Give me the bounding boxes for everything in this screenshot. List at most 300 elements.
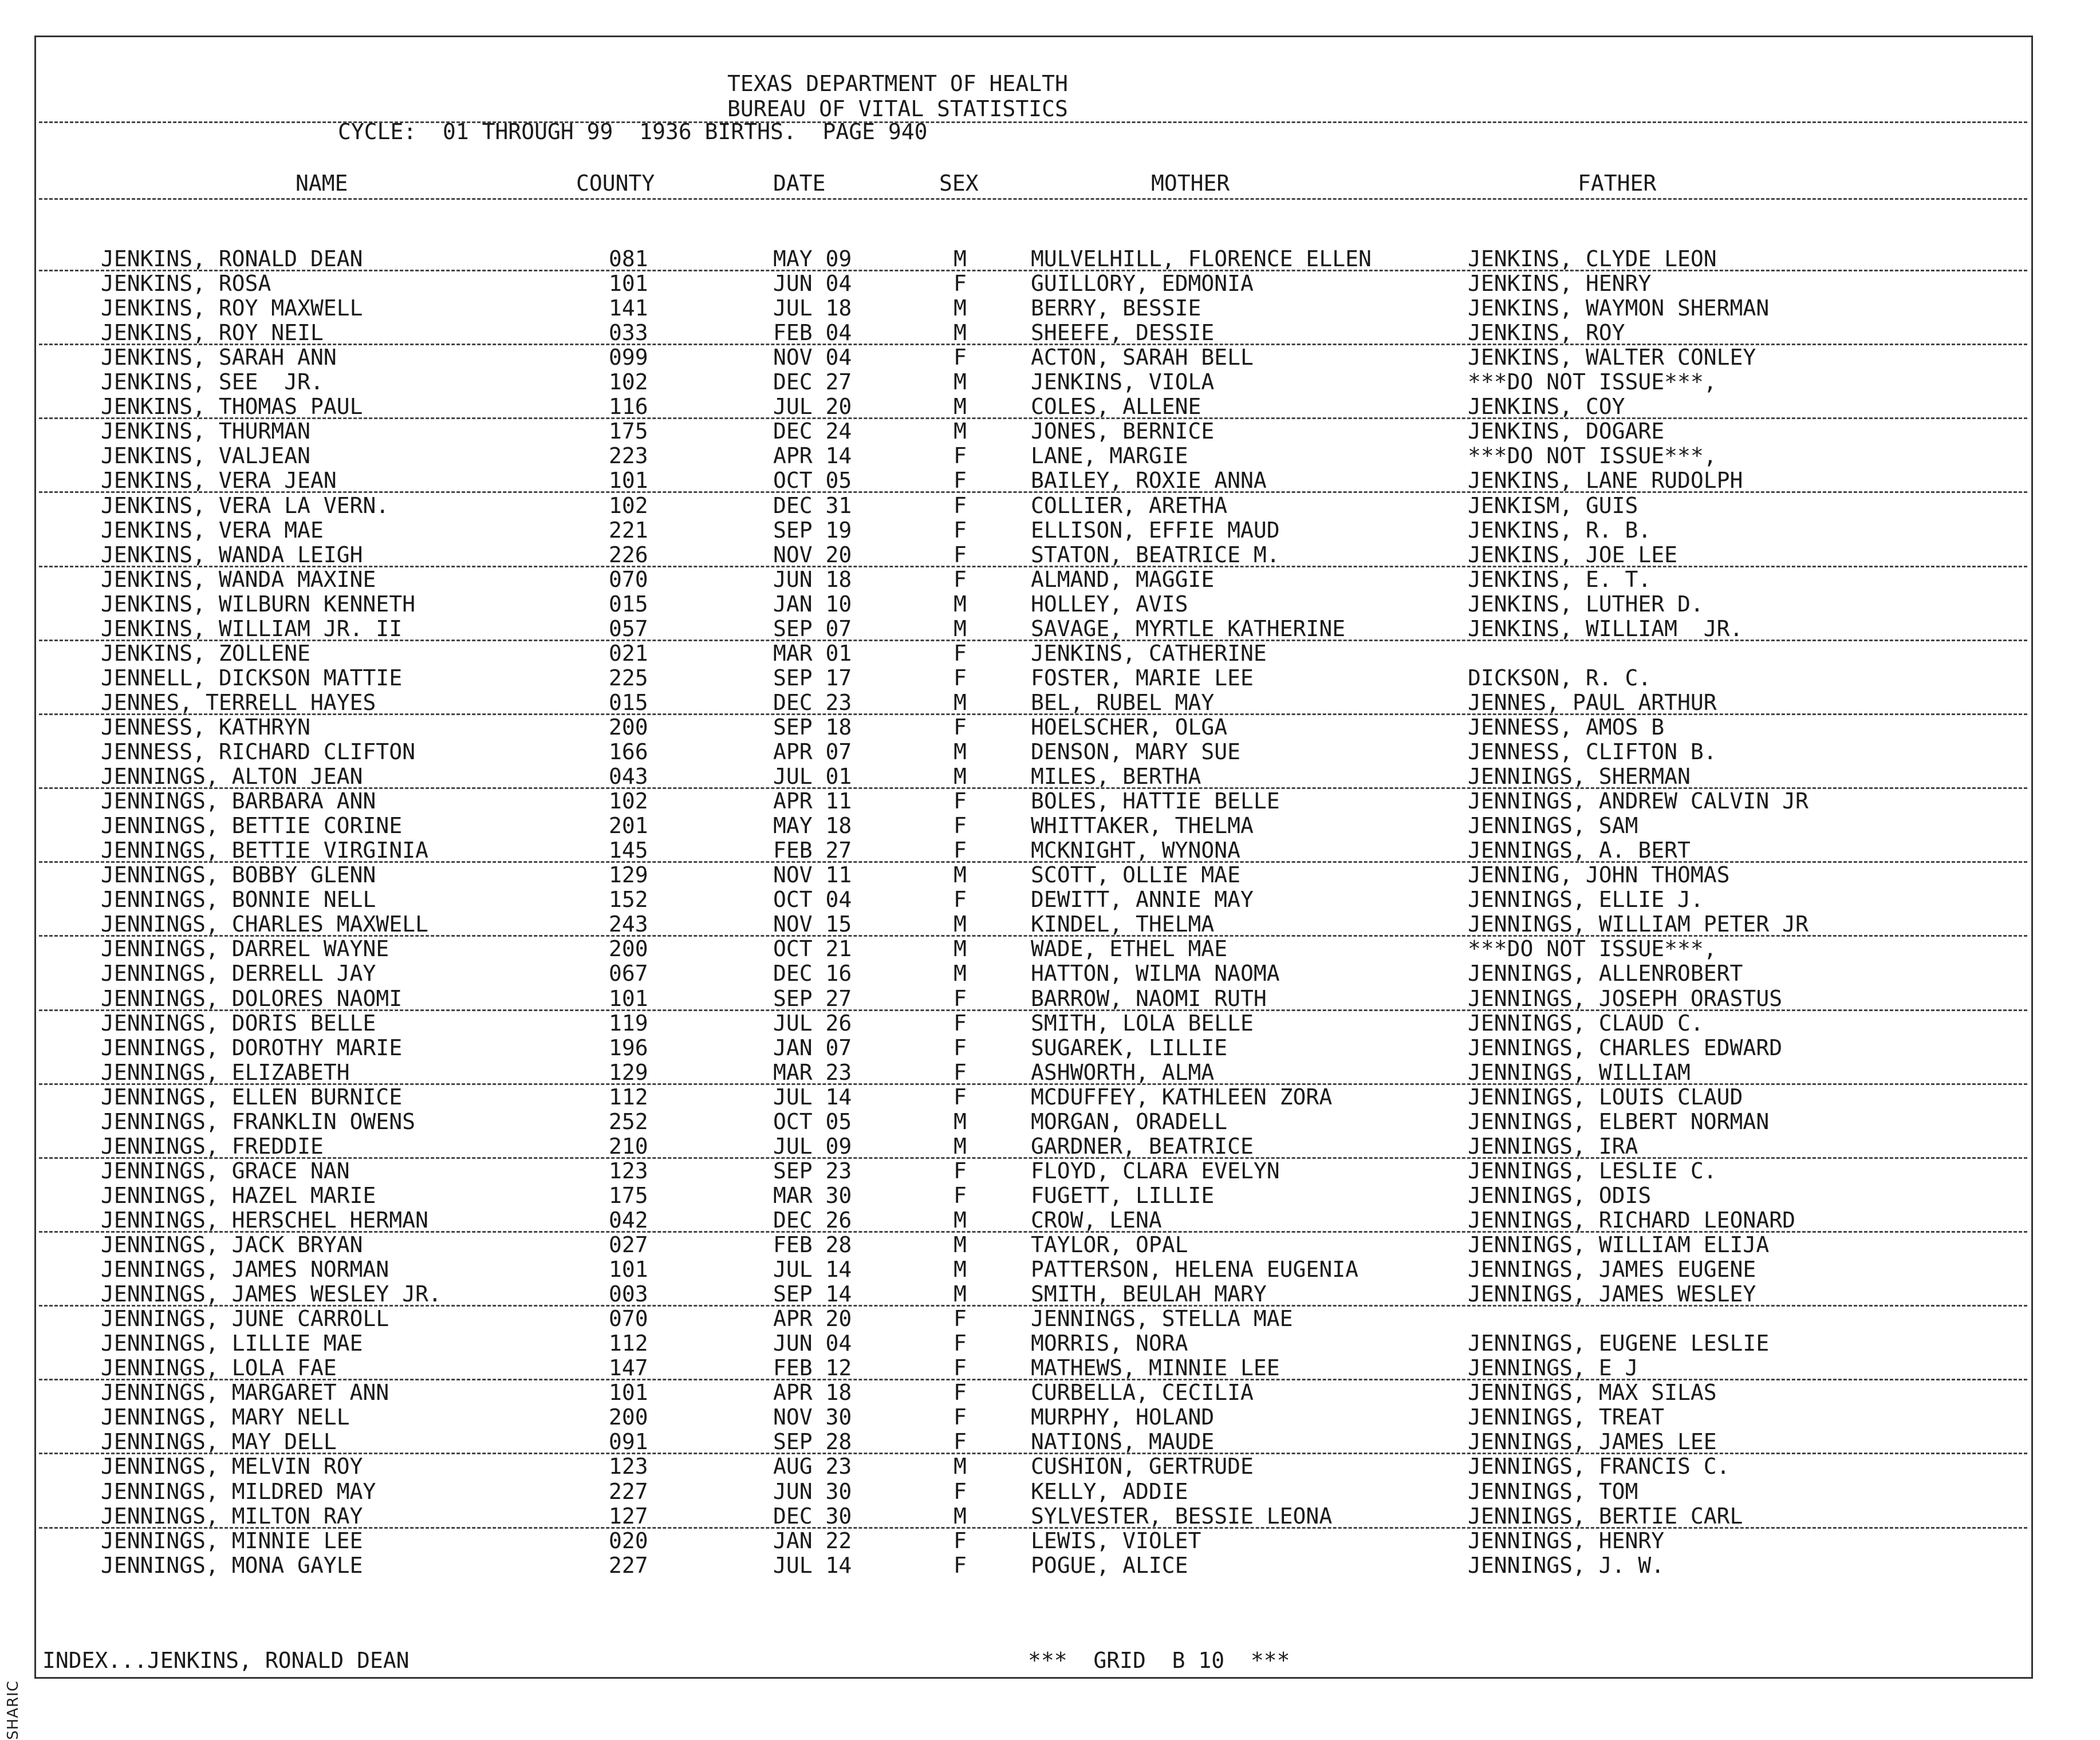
cell-name: JENNINGS, JAMES NORMAN	[101, 1257, 389, 1283]
cell-county: 129	[609, 862, 648, 888]
cell-date: NOV 20	[773, 542, 852, 567]
cell-county: 015	[609, 689, 648, 715]
table-row	[0, 1454, 2100, 1479]
cell-mother: MULVELHILL, FLORENCE ELLEN	[1031, 246, 1372, 271]
cell-father: JENNINGS, ELLIE J.	[1468, 887, 1704, 913]
cell-mother: PATTERSON, HELENA EUGENIA	[1031, 1257, 1358, 1283]
column-header-mother: MOTHER	[1151, 171, 1230, 196]
cell-sex: F	[954, 1552, 967, 1578]
cell-mother: MCDUFFEY, KATHLEEN ZORA	[1031, 1084, 1333, 1110]
cell-sex: M	[954, 615, 967, 641]
cell-date: NOV 15	[773, 912, 852, 937]
table-row	[0, 641, 2100, 666]
cell-county: 070	[609, 1306, 648, 1332]
cell-name: JENNINGS, ELIZABETH	[101, 1059, 350, 1085]
cell-sex: F	[954, 788, 967, 814]
cell-date: JAN 22	[773, 1528, 852, 1553]
table-row	[0, 838, 2100, 863]
table-row	[0, 814, 2100, 838]
cell-sex: F	[954, 517, 967, 543]
cell-county: 101	[609, 468, 648, 494]
cell-mother: BOLES, HATTIE BELLE	[1031, 788, 1280, 814]
cell-county: 210	[609, 1133, 648, 1159]
cell-sex: F	[954, 1331, 967, 1356]
cell-sex: F	[954, 1158, 967, 1183]
cell-name: JENNINGS, MARY NELL	[101, 1404, 350, 1430]
cell-sex: F	[954, 492, 967, 518]
cell-name: JENNES, TERRELL HAYES	[101, 689, 376, 715]
cell-sex: M	[954, 689, 967, 715]
cell-father: JENKINS, WALTER CONLEY	[1468, 345, 1756, 370]
cell-date: SEP 27	[773, 985, 852, 1011]
cell-name: JENNINGS, CHARLES MAXWELL	[101, 912, 428, 937]
cell-mother: FUGETT, LILLIE	[1031, 1182, 1215, 1208]
table-row	[0, 863, 2100, 887]
cell-name: JENNINGS, GRACE NAN	[101, 1158, 350, 1183]
cell-county: 196	[609, 1035, 648, 1060]
cell-date: SEP 18	[773, 714, 852, 740]
cell-mother: SMITH, BEULAH MARY	[1031, 1281, 1267, 1307]
cell-name: JENNINGS, ALTON JEAN	[101, 764, 363, 790]
cell-county: 175	[609, 1182, 648, 1208]
cell-date: MAR 30	[773, 1182, 852, 1208]
cell-mother: JONES, BERNICE	[1031, 419, 1215, 444]
cell-father: JENKINS, WILLIAM JR.	[1468, 615, 1743, 641]
cell-county: 081	[609, 246, 648, 271]
cell-county: 003	[609, 1281, 648, 1307]
table-row	[0, 370, 2100, 394]
cell-mother: FOSTER, MARIE LEE	[1031, 665, 1254, 691]
cell-date: OCT 05	[773, 1108, 852, 1134]
cell-county: 101	[609, 271, 648, 297]
cell-date: SEP 14	[773, 1281, 852, 1307]
cell-date: AUG 23	[773, 1454, 852, 1479]
cell-sex: F	[954, 838, 967, 863]
cell-father: JENNINGS, HENRY	[1468, 1528, 1665, 1553]
cell-father: JENNINGS, A. BERT	[1468, 838, 1691, 863]
cell-county: 020	[609, 1528, 648, 1553]
column-header-divider	[39, 198, 2027, 200]
table-row	[0, 740, 2100, 764]
cell-sex: F	[954, 1182, 967, 1208]
table-row	[0, 617, 2100, 641]
cell-sex: F	[954, 1084, 967, 1110]
cell-county: 226	[609, 542, 648, 567]
footer-index: INDEX...JENKINS, RONALD DEAN	[42, 1648, 409, 1673]
cell-name: JENNINGS, MELVIN ROY	[101, 1454, 363, 1479]
cell-mother: WHITTAKER, THELMA	[1031, 813, 1254, 839]
cell-mother: BARROW, NAOMI RUTH	[1031, 985, 1267, 1011]
cell-name: JENKINS, WANDA MAXINE	[101, 566, 376, 592]
cell-mother: SAVAGE, MYRTLE KATHERINE	[1031, 615, 1346, 641]
cell-name: JENNINGS, LOLA FAE	[101, 1355, 337, 1381]
cell-county: 129	[609, 1059, 648, 1085]
table-row	[0, 1380, 2100, 1405]
cell-date: OCT 05	[773, 468, 852, 494]
cell-father: JENNINGS, E J	[1468, 1355, 1638, 1381]
cell-father: JENNINGS, ALLENROBERT	[1468, 961, 1743, 987]
cell-date: SEP 17	[773, 665, 852, 691]
cell-county: 042	[609, 1207, 648, 1233]
cell-date: FEB 04	[773, 320, 852, 346]
table-row	[0, 1356, 2100, 1380]
cell-sex: M	[954, 1232, 967, 1257]
cell-father: JENNINGS, WILLIAM PETER JR	[1468, 912, 1809, 937]
cell-sex: M	[954, 1108, 967, 1134]
cell-father: JENNINGS, SHERMAN	[1468, 764, 1691, 790]
cell-county: 101	[609, 1380, 648, 1406]
cell-father: JENNESS, AMOS B	[1468, 714, 1665, 740]
cell-sex: M	[954, 1503, 967, 1529]
cell-county: 166	[609, 739, 648, 764]
cell-father: JENNINGS, WILLIAM	[1468, 1059, 1691, 1085]
cell-sex: M	[954, 764, 967, 790]
cell-mother: BAILEY, ROXIE ANNA	[1031, 468, 1267, 494]
cell-date: JUN 18	[773, 566, 852, 592]
cell-name: JENNINGS, JUNE CARROLL	[101, 1306, 389, 1332]
cell-mother: DEWITT, ANNIE MAY	[1031, 887, 1254, 913]
cell-name: JENNINGS, BONNIE NELL	[101, 887, 376, 913]
cell-sex: F	[954, 345, 967, 370]
cell-father: JENNINGS, WILLIAM ELIJA	[1468, 1232, 1770, 1257]
cell-name: JENNINGS, MINNIE LEE	[101, 1528, 363, 1553]
table-row	[0, 887, 2100, 912]
cell-date: DEC 31	[773, 492, 852, 518]
cell-county: 123	[609, 1158, 648, 1183]
table-row	[0, 494, 2100, 518]
cell-mother: STATON, BEATRICE M.	[1031, 542, 1280, 567]
cell-sex: F	[954, 1404, 967, 1430]
table-row	[0, 1183, 2100, 1208]
cell-date: FEB 12	[773, 1355, 852, 1381]
cell-county: 112	[609, 1084, 648, 1110]
cell-sex: M	[954, 419, 967, 444]
cell-mother: HATTON, WILMA NAOMA	[1031, 961, 1280, 987]
table-row	[0, 543, 2100, 567]
cell-sex: M	[954, 862, 967, 888]
cell-county: 119	[609, 1010, 648, 1036]
table-row	[0, 1529, 2100, 1553]
table-row	[0, 321, 2100, 345]
cell-mother: NATIONS, MAUDE	[1031, 1429, 1215, 1455]
cell-father: JENNINGS, SAM	[1468, 813, 1638, 839]
cell-father: JENKISM, GUIS	[1468, 492, 1638, 518]
cell-name: JENKINS, ROY NEIL	[101, 320, 324, 346]
cell-date: JUN 30	[773, 1478, 852, 1504]
cell-father: JENKINS, CLYDE LEON	[1468, 246, 1717, 271]
cell-mother: TAYLOR, OPAL	[1031, 1232, 1188, 1257]
cell-father: JENNINGS, JAMES EUGENE	[1468, 1257, 1756, 1283]
cell-county: 070	[609, 566, 648, 592]
column-header-county: COUNTY	[576, 171, 655, 196]
cell-sex: F	[954, 1429, 967, 1455]
cell-sex: F	[954, 985, 967, 1011]
cell-date: JUL 14	[773, 1084, 852, 1110]
cell-father: JENNINGS, ODIS	[1468, 1182, 1652, 1208]
cell-sex: M	[954, 1133, 967, 1159]
cell-mother: KELLY, ADDIE	[1031, 1478, 1188, 1504]
table-row	[0, 419, 2100, 444]
cell-sex: F	[954, 542, 967, 567]
table-row	[0, 912, 2100, 937]
table-row	[0, 1405, 2100, 1430]
cell-county: 201	[609, 813, 648, 839]
table-row	[0, 764, 2100, 789]
table-row	[0, 961, 2100, 986]
cell-date: JUL 14	[773, 1257, 852, 1283]
table-row	[0, 1085, 2100, 1110]
table-row	[0, 1282, 2100, 1307]
cell-name: JENKINS, WILLIAM JR. II	[101, 615, 403, 641]
cell-father: JENKINS, WAYMON SHERMAN	[1468, 295, 1770, 321]
cell-father: JENKINS, HENRY	[1468, 271, 1652, 297]
cell-mother: BEL, RUBEL MAY	[1031, 689, 1215, 715]
cell-mother: ALMAND, MAGGIE	[1031, 566, 1215, 592]
cell-mother: SUGAREK, LILLIE	[1031, 1035, 1228, 1060]
cell-date: FEB 28	[773, 1232, 852, 1257]
cell-name: JENNESS, RICHARD CLIFTON	[101, 739, 416, 764]
table-row	[0, 1060, 2100, 1085]
cell-father: JENKINS, JOE LEE	[1468, 542, 1678, 567]
cell-name: JENNINGS, MILTON RAY	[101, 1503, 363, 1529]
header-line2: BUREAU OF VITAL STATISTICS	[727, 96, 1068, 121]
cell-mother: LEWIS, VIOLET	[1031, 1528, 1201, 1553]
cell-mother: GUILLORY, EDMONIA	[1031, 271, 1254, 297]
cell-date: JUN 04	[773, 1331, 852, 1356]
cell-date: JUL 09	[773, 1133, 852, 1159]
cell-date: APR 11	[773, 788, 852, 814]
cell-mother: MCKNIGHT, WYNONA	[1031, 838, 1241, 863]
cell-sex: M	[954, 295, 967, 321]
cell-father: DICKSON, R. C.	[1468, 665, 1652, 691]
cell-name: JENKINS, THOMAS PAUL	[101, 394, 363, 420]
cell-sex: F	[954, 1035, 967, 1060]
table-row	[0, 1011, 2100, 1036]
cell-county: 147	[609, 1355, 648, 1381]
cell-father: ***DO NOT ISSUE***,	[1468, 369, 1717, 395]
cell-date: DEC 26	[773, 1207, 852, 1233]
cell-county: 033	[609, 320, 648, 346]
cell-name: JENKINS, VERA LA VERN.	[101, 492, 389, 518]
cell-date: NOV 30	[773, 1404, 852, 1430]
table-row	[0, 394, 2100, 419]
cell-mother: ELLISON, EFFIE MAUD	[1031, 517, 1280, 543]
cell-county: 102	[609, 492, 648, 518]
cell-county: 112	[609, 1331, 648, 1356]
cell-father: JENKINS, LANE RUDOLPH	[1468, 468, 1743, 494]
cell-mother: MORGAN, ORADELL	[1031, 1108, 1228, 1134]
table-row	[0, 1134, 2100, 1159]
column-header-sex: SEX	[939, 171, 979, 196]
cell-county: 043	[609, 764, 648, 790]
cell-county: 027	[609, 1232, 648, 1257]
cell-name: JENKINS, SARAH ANN	[101, 345, 337, 370]
cell-mother: SMITH, LOLA BELLE	[1031, 1010, 1254, 1036]
cell-sex: M	[954, 1454, 967, 1479]
cell-sex: M	[954, 961, 967, 987]
cell-sex: F	[954, 1478, 967, 1504]
cell-mother: MATHEWS, MINNIE LEE	[1031, 1355, 1280, 1381]
cell-county: 227	[609, 1478, 648, 1504]
cell-mother: MORRIS, NORA	[1031, 1331, 1188, 1356]
cell-sex: F	[954, 665, 967, 691]
cell-county: 225	[609, 665, 648, 691]
header-line1: TEXAS DEPARTMENT OF HEALTH	[727, 71, 1068, 96]
cell-name: JENNINGS, HAZEL MARIE	[101, 1182, 376, 1208]
cell-date: JUL 18	[773, 295, 852, 321]
cell-county: 102	[609, 369, 648, 395]
cell-county: 127	[609, 1503, 648, 1529]
cell-name: JENNINGS, FRANKLIN OWENS	[101, 1108, 416, 1134]
cell-father: JENNING, JOHN THOMAS	[1468, 862, 1730, 888]
cell-father: JENNES, PAUL ARTHUR	[1468, 689, 1717, 715]
cell-county: 175	[609, 419, 648, 444]
cell-name: JENKINS, ROY MAXWELL	[101, 295, 363, 321]
cell-date: OCT 04	[773, 887, 852, 913]
cell-mother: JENKINS, CATHERINE	[1031, 640, 1267, 666]
cell-father: JENNINGS, RICHARD LEONARD	[1468, 1207, 1795, 1233]
cell-mother: POGUE, ALICE	[1031, 1552, 1188, 1578]
cell-date: JUL 14	[773, 1552, 852, 1578]
cell-sex: F	[954, 640, 967, 666]
cell-father: JENNINGS, FRANCIS C.	[1468, 1454, 1730, 1479]
table-row	[0, 789, 2100, 814]
cell-county: 101	[609, 985, 648, 1011]
cell-sex: M	[954, 1207, 967, 1233]
cell-father: JENNINGS, JAMES WESLEY	[1468, 1281, 1756, 1307]
cell-county: 021	[609, 640, 648, 666]
table-row	[0, 1036, 2100, 1060]
cell-mother: SCOTT, OLLIE MAE	[1031, 862, 1241, 888]
cell-sex: M	[954, 739, 967, 764]
cell-county: 221	[609, 517, 648, 543]
cell-date: JAN 07	[773, 1035, 852, 1060]
cell-name: JENNINGS, ELLEN BURNICE	[101, 1084, 403, 1110]
cell-father: JENNINGS, EUGENE LESLIE	[1468, 1331, 1770, 1356]
cell-father: JENNINGS, IRA	[1468, 1133, 1638, 1159]
cell-mother: GARDNER, BEATRICE	[1031, 1133, 1254, 1159]
cell-name: JENKINS, RONALD DEAN	[101, 246, 363, 271]
cell-county: 091	[609, 1429, 648, 1455]
cell-mother: WADE, ETHEL MAE	[1031, 936, 1228, 962]
cell-name: JENKINS, VALJEAN	[101, 443, 311, 469]
cell-sex: M	[954, 591, 967, 617]
cell-county: 116	[609, 394, 648, 420]
cell-name: JENNELL, DICKSON MATTIE	[101, 665, 403, 691]
cell-date: MAY 09	[773, 246, 852, 271]
cell-date: APR 07	[773, 739, 852, 764]
cell-name: JENNINGS, BETTIE VIRGINIA	[101, 838, 428, 863]
table-row	[0, 296, 2100, 321]
cell-county: 141	[609, 295, 648, 321]
cell-sex: M	[954, 912, 967, 937]
cell-sex: M	[954, 1281, 967, 1307]
cell-county: 145	[609, 838, 648, 863]
cell-sex: M	[954, 1257, 967, 1283]
cell-date: DEC 24	[773, 419, 852, 444]
cell-sex: F	[954, 1355, 967, 1381]
cell-county: 152	[609, 887, 648, 913]
cell-date: JUL 26	[773, 1010, 852, 1036]
cell-date: NOV 04	[773, 345, 852, 370]
table-row	[0, 468, 2100, 493]
cell-father: JENKINS, R. B.	[1468, 517, 1652, 543]
cell-date: APR 14	[773, 443, 852, 469]
side-label: SHARIC	[5, 1680, 22, 1740]
cell-father: JENKINS, ROY	[1468, 320, 1625, 346]
cell-mother: ASHWORTH, ALMA	[1031, 1059, 1215, 1085]
table-row	[0, 518, 2100, 543]
cell-name: JENNINGS, FREDDIE	[101, 1133, 324, 1159]
cell-sex: F	[954, 1059, 967, 1085]
cell-sex: F	[954, 1010, 967, 1036]
table-row	[0, 987, 2100, 1011]
cell-mother: HOLLEY, AVIS	[1031, 591, 1188, 617]
table-row	[0, 666, 2100, 691]
cell-mother: SYLVESTER, BESSIE LEONA	[1031, 1503, 1333, 1529]
cell-name: JENNINGS, DORIS BELLE	[101, 1010, 376, 1036]
cell-county: 243	[609, 912, 648, 937]
cell-name: JENNINGS, BOBBY GLENN	[101, 862, 376, 888]
cell-name: JENKINS, ROSA	[101, 271, 271, 297]
header-cycle: CYCLE: 01 THROUGH 99 1936 BIRTHS. PAGE 940	[338, 119, 928, 144]
cell-mother: CROW, LENA	[1031, 1207, 1162, 1233]
cell-mother: ACTON, SARAH BELL	[1031, 345, 1254, 370]
cell-date: JUL 20	[773, 394, 852, 420]
table-row	[0, 345, 2100, 370]
table-row	[0, 567, 2100, 592]
cell-name: JENNINGS, DOROTHY MARIE	[101, 1035, 403, 1060]
cell-date: JAN 10	[773, 591, 852, 617]
cell-name: JENKINS, WANDA LEIGH	[101, 542, 363, 567]
cell-name: JENNINGS, DERRELL JAY	[101, 961, 376, 987]
cell-mother: FLOYD, CLARA EVELYN	[1031, 1158, 1280, 1183]
cell-mother: LANE, MARGIE	[1031, 443, 1188, 469]
cell-father: JENNINGS, JOSEPH ORASTUS	[1468, 985, 1783, 1011]
cell-date: DEC 23	[773, 689, 852, 715]
cell-father: JENNINGS, TREAT	[1468, 1404, 1665, 1430]
cell-county: 200	[609, 936, 648, 962]
cell-county: 102	[609, 788, 648, 814]
cell-mother: CURBELLA, CECILIA	[1031, 1380, 1254, 1406]
cell-sex: M	[954, 394, 967, 420]
cell-name: JENNESS, KATHRYN	[101, 714, 311, 740]
cell-father: JENNESS, CLIFTON B.	[1468, 739, 1717, 764]
cell-date: SEP 19	[773, 517, 852, 543]
cell-county: 200	[609, 714, 648, 740]
table-row	[0, 1504, 2100, 1529]
cell-date: APR 20	[773, 1306, 852, 1332]
cell-sex: F	[954, 271, 967, 297]
table-row	[0, 1110, 2100, 1134]
cell-mother: KINDEL, THELMA	[1031, 912, 1215, 937]
cell-date: FEB 27	[773, 838, 852, 863]
cell-sex: F	[954, 443, 967, 469]
cell-sex: M	[954, 320, 967, 346]
cell-name: JENKINS, ZOLLENE	[101, 640, 311, 666]
cell-father: JENKINS, COY	[1468, 394, 1625, 420]
cell-name: JENNINGS, JACK BRYAN	[101, 1232, 363, 1257]
cell-date: APR 18	[773, 1380, 852, 1406]
cell-date: NOV 11	[773, 862, 852, 888]
cell-father: JENNINGS, BERTIE CARL	[1468, 1503, 1743, 1529]
table-row	[0, 1257, 2100, 1282]
cell-mother: BERRY, BESSIE	[1031, 295, 1201, 321]
cell-mother: MURPHY, HOLAND	[1031, 1404, 1215, 1430]
cell-name: JENKINS, THURMAN	[101, 419, 311, 444]
cell-county: 101	[609, 1257, 648, 1283]
cell-mother: JENNINGS, STELLA MAE	[1031, 1306, 1293, 1332]
